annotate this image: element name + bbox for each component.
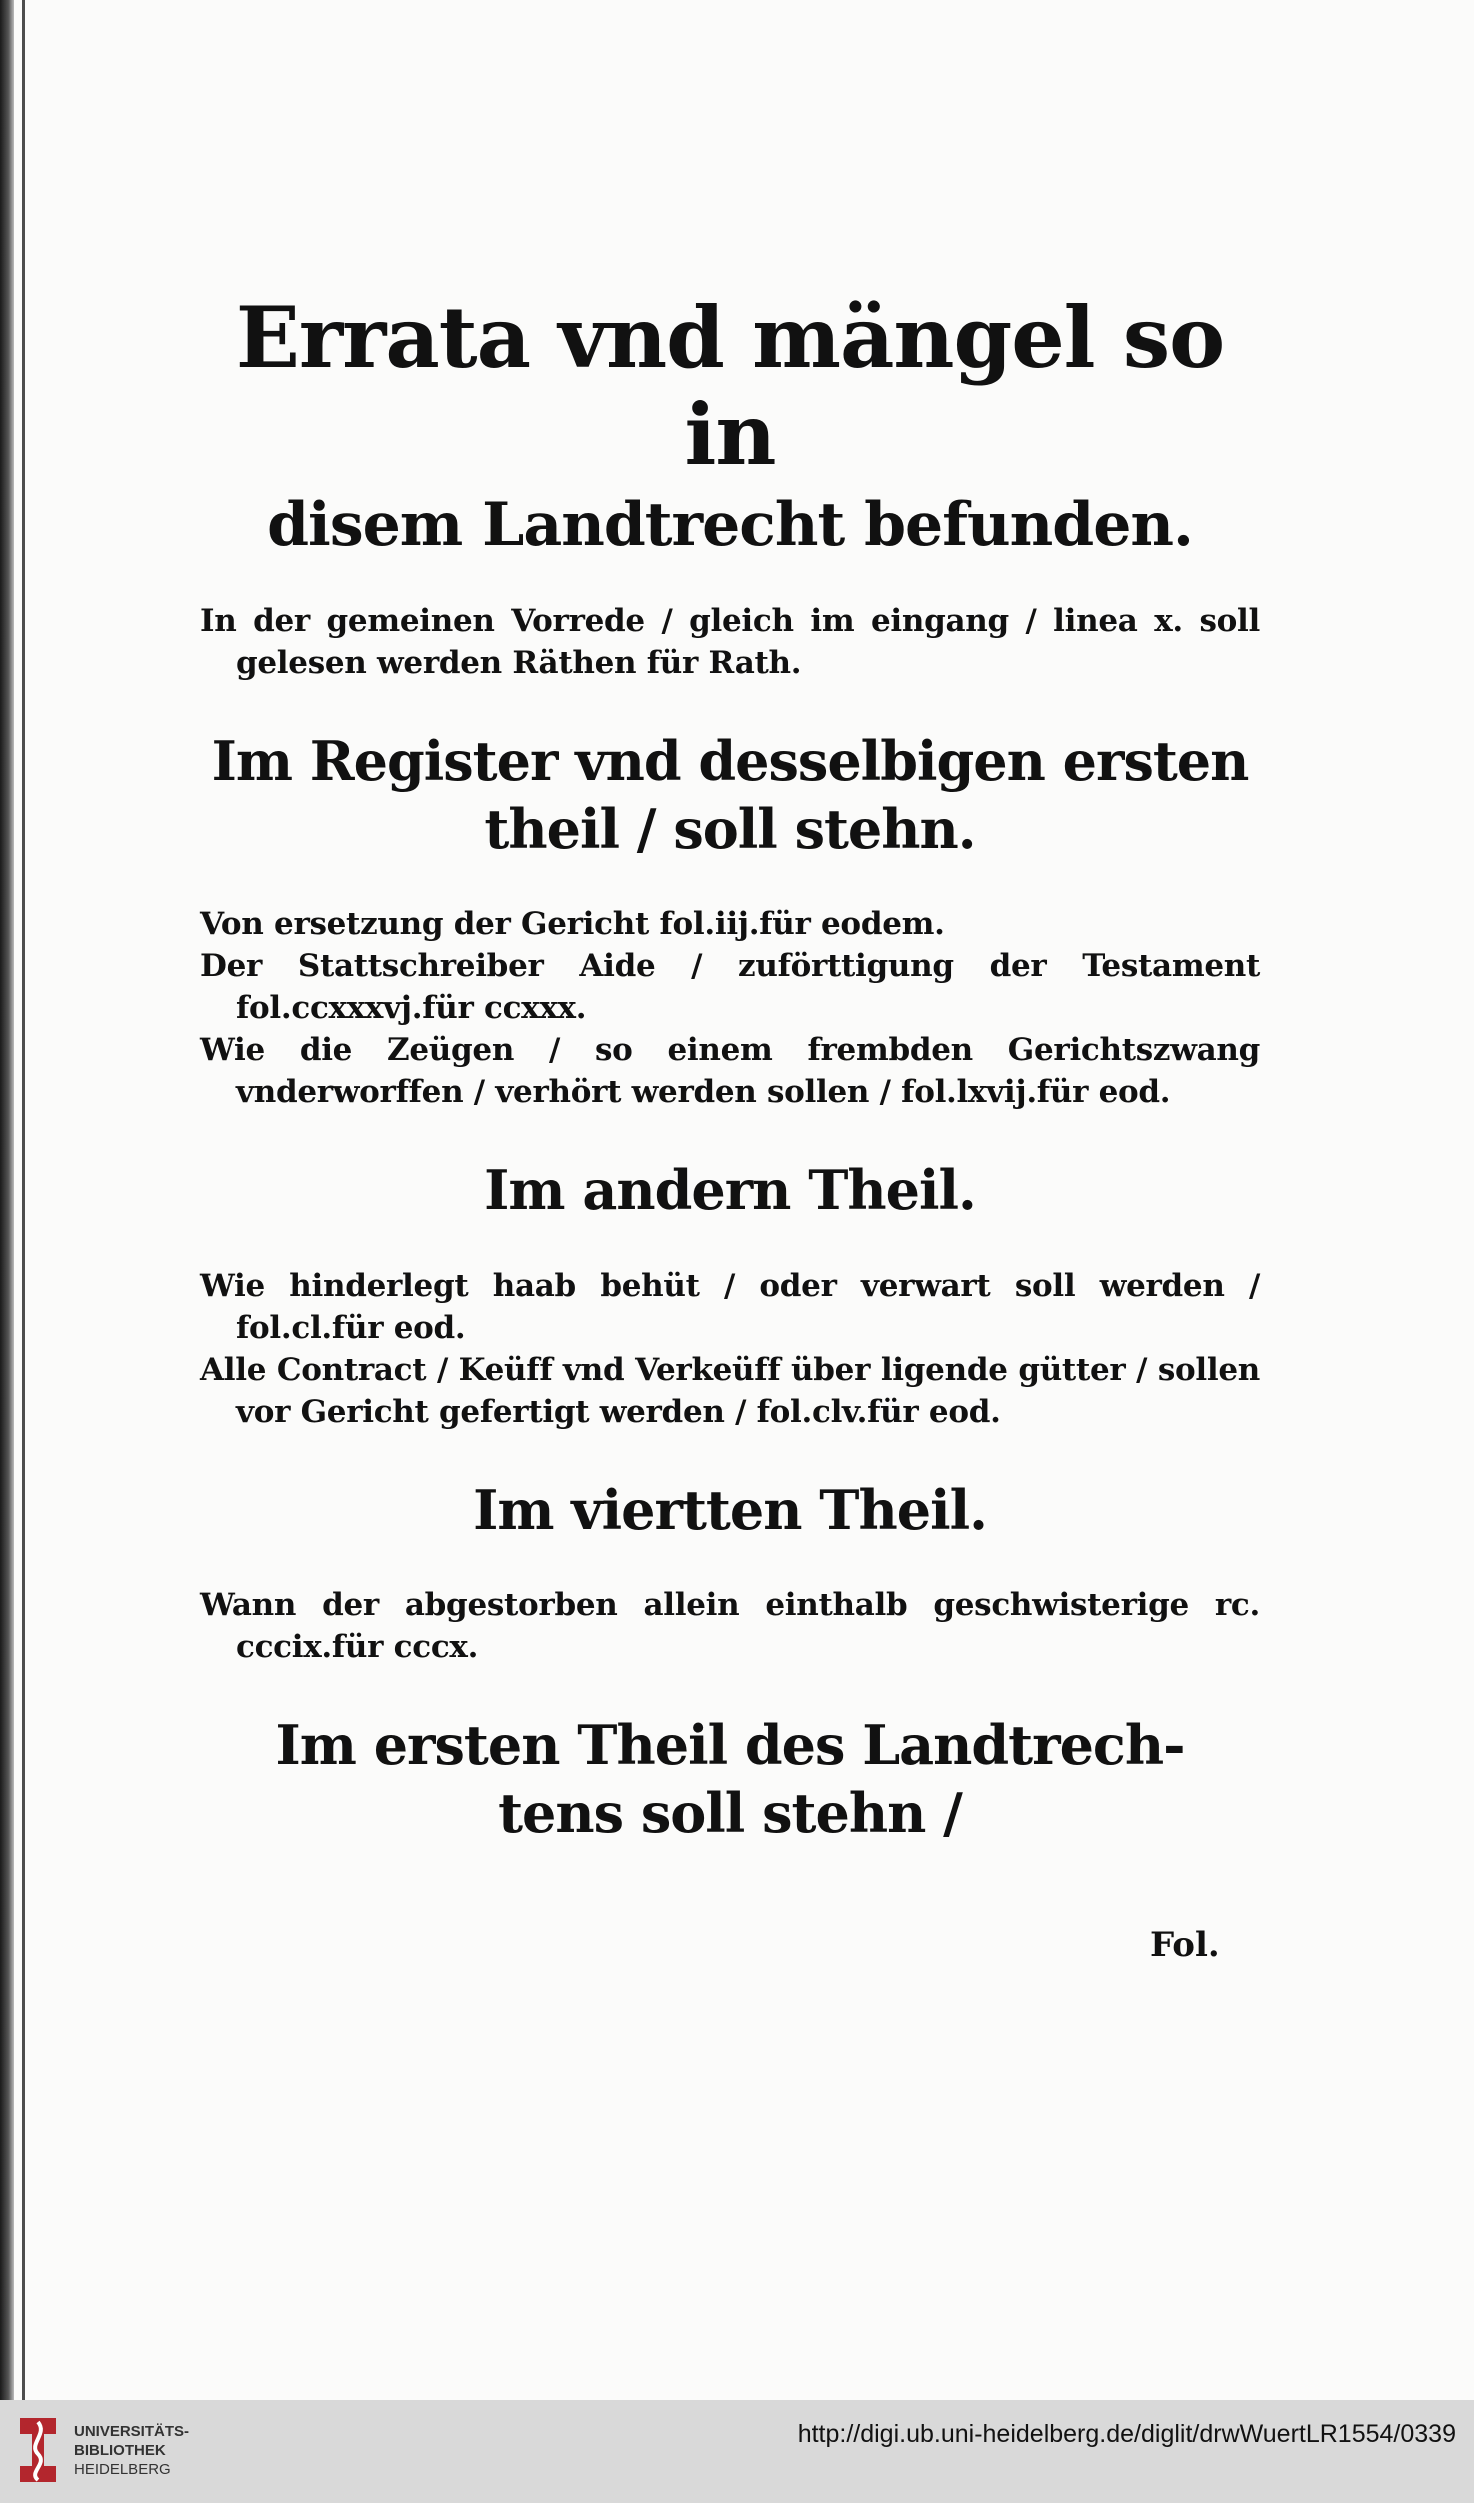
- section-viertten-theil-entries: [200, 1584, 1260, 1668]
- page-content: [200, 290, 1260, 1847]
- errata-entry: Der Stattschreiber Aide / zuförttigung der Testament fol.ccxxxvj.für ccxxx.: [200, 948, 1260, 1027]
- errata-entry: Wann der abgestorben allein einthalb geschwisterige rc. cccix.für cccx.: [200, 1587, 1260, 1666]
- section-heading-line-2: theil / soll stehn.: [484, 796, 976, 861]
- section-andern-theil-entries: [200, 1265, 1260, 1433]
- page-binding-edge: [0, 0, 14, 2400]
- section-heading-line-1: Im ersten Theil des Landtrech-: [275, 1713, 1185, 1778]
- errata-entry: Wie die Zeügen / so einem frembden Gerichtszwang vnderworffen / verhört werden sollen / fol.lxvij.für eod.: [200, 1032, 1260, 1111]
- page-edge-line: [22, 0, 25, 2400]
- errata-entry: Von ersetzung der Gericht fol.iij.für eodem.: [200, 906, 945, 943]
- section-ersten-theil-landtrechtens: [200, 1712, 1260, 1847]
- errata-entry: Wie hinderlegt haab behüt / oder verwart soll werden / fol.cl.für eod.: [200, 1267, 1260, 1346]
- viewer-footer: [0, 2400, 1474, 2503]
- intro-entry: In der gemeinen Vorrede / gleich im eingang / linea x. soll gelesen werden Räthen für Rath.: [200, 603, 1260, 682]
- library-logo-text: [74, 2422, 189, 2479]
- logo-text-line-3: HEIDELBERG: [74, 2460, 171, 2478]
- intro-entries: [200, 600, 1260, 684]
- section-heading-line-1: Im viertten Theil.: [473, 1477, 987, 1542]
- section-heading-line-1: Im andern Theil.: [484, 1158, 976, 1223]
- section-andern-theil: [200, 1157, 1260, 1225]
- logo-text-line-1: UNIVERSITÄTS-: [74, 2422, 190, 2440]
- section-heading-line-2: tens soll stehn /: [498, 1780, 962, 1845]
- document-url[interactable]: http://digi.ub.uni-heidelberg.de/diglit/drwWuertLR1554/0339: [797, 2420, 1456, 2448]
- section-register-entries: [200, 903, 1260, 1113]
- page-title-line-2: disem Landtrecht befunden.: [267, 490, 1193, 561]
- section-register: [200, 728, 1260, 863]
- catchword: Fol.: [1150, 1925, 1220, 1965]
- section-viertten-theil: [200, 1477, 1260, 1545]
- page-title-line-1: Errata vnd mängel so in: [235, 288, 1225, 484]
- logo-text-line-2: BIBLIOTHEK: [74, 2441, 166, 2459]
- library-logo-icon: [14, 2414, 62, 2486]
- library-logo[interactable]: [14, 2414, 189, 2486]
- errata-entry: Alle Contract / Keüff vnd Verkeüff über ligende gütter / sollen vor Gericht gefertigt werden / fol.clv.für eod.: [200, 1351, 1260, 1430]
- section-heading-line-1: Im Register vnd desselbigen ersten: [211, 729, 1249, 794]
